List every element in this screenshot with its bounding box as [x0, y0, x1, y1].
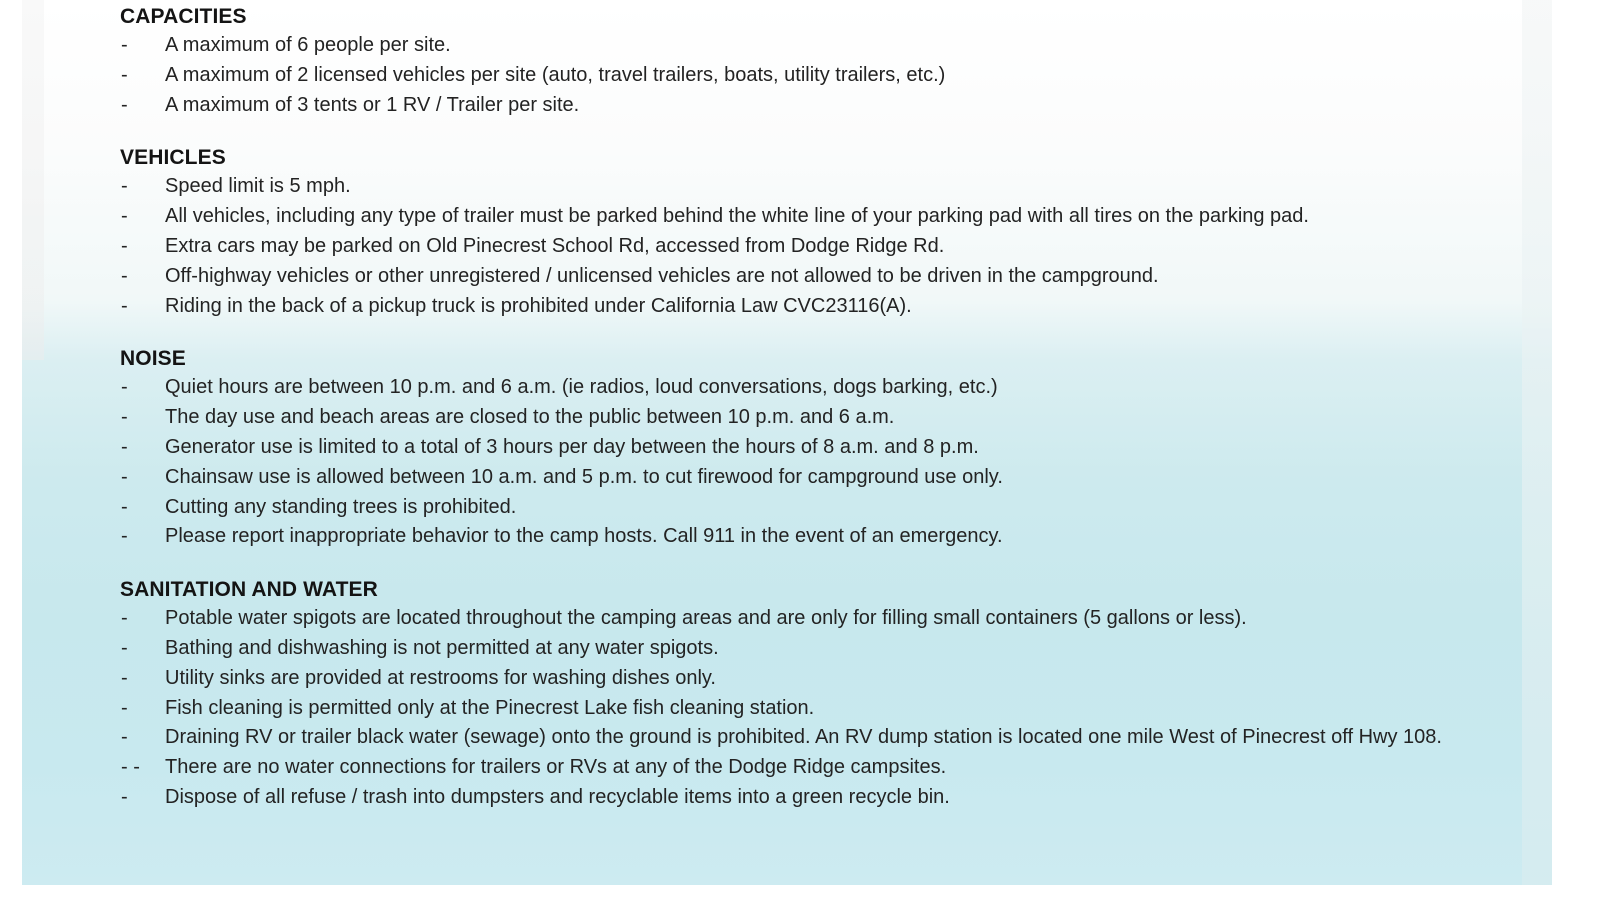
bullet-dash: - [121, 696, 128, 719]
list-item [120, 433, 1500, 463]
section-heading: CAPACITIES [120, 5, 247, 28]
bullet-dash: - - [121, 756, 140, 779]
bullet-dash: - [121, 294, 128, 317]
section-sanitation-and-water [120, 575, 1500, 813]
list-item [120, 604, 1500, 634]
bullet-dash: - [121, 34, 128, 56]
list-item [120, 61, 1500, 91]
section-heading: NOISE [120, 347, 186, 371]
list-item-text: Bathing and dishwashing is not permitted at any water spigots. [165, 636, 719, 659]
bullet-dash: - [121, 666, 128, 689]
list-item-text: A maximum of 2 licensed vehicles per site (auto, travel trailers, boats, utility trailers, etc.) [165, 63, 946, 86]
bullet-dash: - [121, 406, 128, 429]
list-item [120, 292, 1500, 322]
list-item-text: Utility sinks are provided at restrooms for washing dishes only. [165, 666, 716, 689]
section-vehicles [120, 143, 1500, 321]
list-item [120, 723, 1500, 753]
list-item [120, 664, 1500, 694]
bullet-dash: - [121, 636, 128, 659]
bullet-dash: - [121, 435, 128, 458]
bullet-dash: - [121, 495, 128, 518]
bullet-dash: - [121, 234, 128, 257]
bullet-dash: - [121, 205, 128, 228]
section-heading: VEHICLES [120, 146, 226, 170]
bullet-dash: - [121, 726, 128, 749]
list-item-text: A maximum of 6 people per site. [165, 34, 451, 56]
bullet-dash: - [121, 175, 128, 198]
section-noise [120, 344, 1500, 552]
campground-rules-list [120, 2, 1500, 836]
list-item [120, 172, 1500, 202]
bullet-dash: - [121, 93, 128, 116]
list-item [120, 31, 1500, 61]
list-item-text: All vehicles, including any type of trailer must be parked behind the white line of your parking pad with all tires on the parking pad. [165, 205, 1309, 228]
list-item-text: Cutting any standing trees is prohibited. [165, 495, 517, 518]
list-item-text: Potable water spigots are located throughout the camping areas and are only for filling small containers (5 gallons or less). [165, 607, 1247, 630]
list-item [120, 373, 1500, 403]
list-item [120, 634, 1500, 664]
bullet-dash: - [121, 465, 128, 488]
list-item [120, 91, 1500, 121]
section-capacities [120, 2, 1500, 120]
list-item [120, 753, 1500, 783]
list-item [120, 783, 1500, 813]
bullet-dash: - [121, 63, 128, 86]
list-item-text: Off-highway vehicles or other unregistered / unlicensed vehicles are not allowed to be driven in the campground. [165, 264, 1159, 287]
list-item-text: A maximum of 3 tents or 1 RV / Trailer per site. [165, 93, 580, 116]
list-item [120, 202, 1500, 232]
bullet-dash: - [121, 607, 128, 630]
list-item-text: The day use and beach areas are closed to the public between 10 p.m. and 6 a.m. [165, 406, 895, 429]
list-item [120, 694, 1500, 724]
list-item [120, 522, 1500, 552]
bullet-dash: - [121, 785, 128, 808]
list-item-text: Riding in the back of a pickup truck is prohibited under California Law CVC23116(A). [165, 294, 912, 317]
list-item-text: Fish cleaning is permitted only at the Pinecrest Lake fish cleaning station. [165, 696, 815, 719]
list-item [120, 262, 1500, 292]
bullet-dash: - [121, 376, 128, 399]
list-item-text: Extra cars may be parked on Old Pinecrest School Rd, accessed from Dodge Ridge Rd. [165, 234, 945, 257]
list-item [120, 403, 1500, 433]
list-item-text: Generator use is limited to a total of 3 hours per day between the hours of 8 a.m. and 8 p.m. [165, 435, 979, 458]
bullet-dash: - [121, 264, 128, 287]
list-item-text: Draining RV or trailer black water (sewage) onto the ground is prohibited. An RV dump station is located one mile West of Pinecrest off Hwy 108. [165, 726, 1442, 749]
list-item [120, 493, 1500, 523]
list-item-text: Speed limit is 5 mph. [165, 175, 351, 198]
list-item-text: Chainsaw use is allowed between 10 a.m. and 5 p.m. to cut firewood for campground use only. [165, 465, 1003, 488]
section-heading: SANITATION AND WATER [120, 578, 378, 602]
list-item [120, 463, 1500, 493]
list-item-text: Please report inappropriate behavior to the camp hosts. Call 911 in the event of an emergency. [165, 525, 1003, 548]
list-item [120, 232, 1500, 262]
bullet-dash: - [121, 525, 128, 548]
list-item-text: Dispose of all refuse / trash into dumpsters and recyclable items into a green recycle bin. [165, 785, 950, 808]
list-item-text: Quiet hours are between 10 p.m. and 6 a.m. (ie radios, loud conversations, dogs barking, etc.) [165, 376, 998, 399]
list-item-text: There are no water connections for trailers or RVs at any of the Dodge Ridge campsites. [165, 756, 947, 779]
